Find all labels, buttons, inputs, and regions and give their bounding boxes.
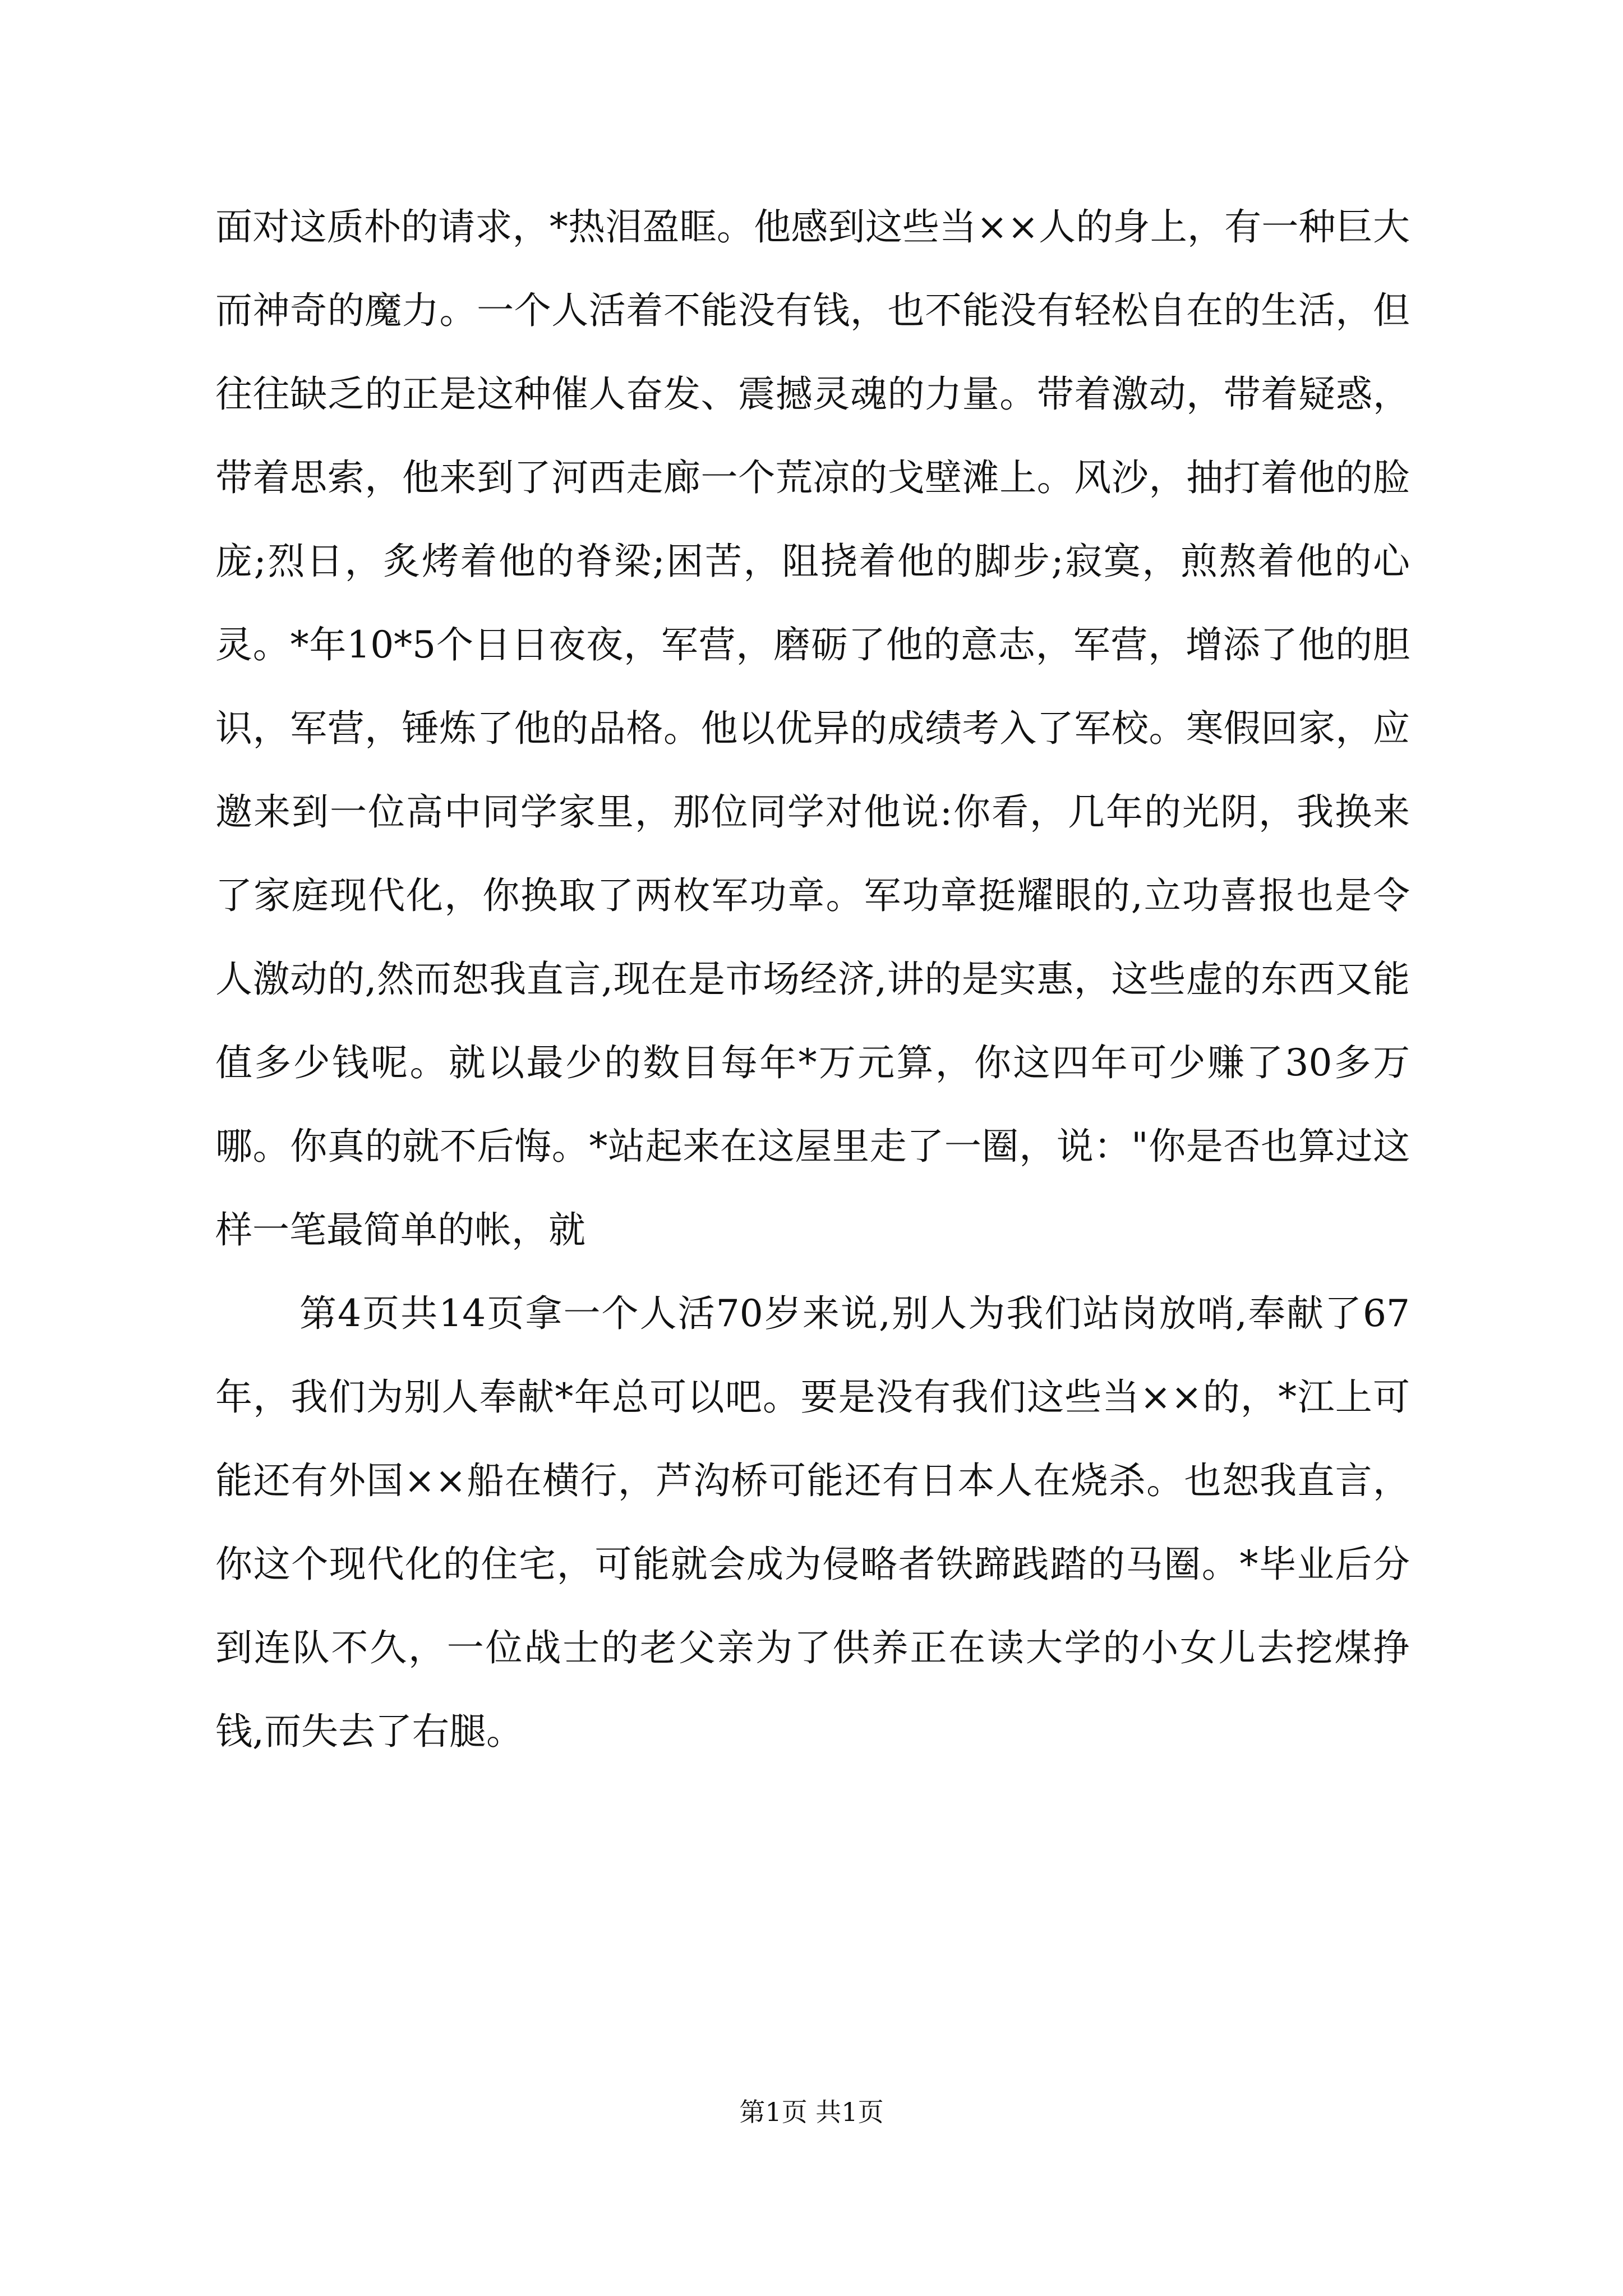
page-footer: 第1页 共1页	[739, 2097, 884, 2127]
paragraph-1: 面对这质朴的请求，*热泪盈眶。他感到这些当××人的身上，有一种巨大而神奇的魔力。一个人活着不能没有钱，也不能没有轻松自在的生活，但往往缺乏的正是这种催人奋发、震撼灵魂的力量。带着激动，带着疑惑，带着思索，他来到了河西走廊一个荒凉的戈壁滩上。风沙，抽打着他的脸庞;烈日，炙烤着他的脊梁;困苦，阻挠着他的脚步;寂寞，煎熬着他的心灵。*年10*5个日日夜夜，军营，磨砺了他的意志，军营，增添了他的胆识，军营，锤炼了他的品格。他以优异的成绩考入了军校。寒假回家，应邀来到一位高中同学家里，那位同学对他说:你看，几年的光阴，我换来了家庭现代化，你换取了两枚军功章。军功章挺耀眼的,立功喜报也是令人激动的,然而恕我直言,现在是市场经济,讲的是实惠，这些虚的东西又能值多少钱呢。就以最少的数目每年*万元算，你这四年可少赚了30多万哪。你真的就不后悔。*站起来在这屋里走了一圈，说："你是否也算过这样一笔最简单的帐，就	[215, 205, 1410, 1251]
paragraph-2: 第4页共14页拿一个人活70岁来说,别人为我们站岗放哨,奉献了67年，我们为别人奉献*年总可以吧。要是没有我们这些当××的，*江上可能还有外国××船在横行，芦沟桥可能还有日本人在烧杀。也恕我直言，你这个现代化的住宅，可能就会成为侵略者铁蹄践踏的马圈。*毕业后分到连队不久，一位战士的老父亲为了供养正在读大学的小女儿去挖煤挣钱,而失去了右腿。	[215, 1292, 1410, 1753]
document-body	[215, 185, 1410, 1773]
